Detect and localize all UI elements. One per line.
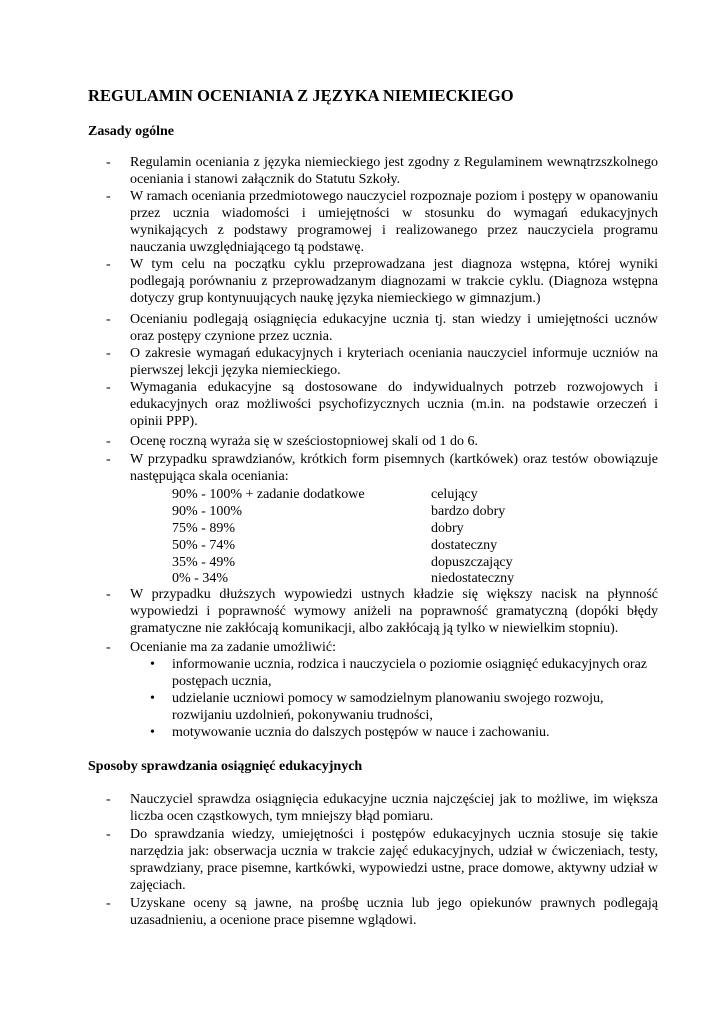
bullet-item-text: motywowanie ucznia do dalszych postępów w nauce i zachowaniu. — [172, 725, 550, 740]
list-item — [88, 154, 658, 188]
bullet-item-text: informowanie ucznia, rodzica i nauczyciela o poziomie osiągnięć edukacyjnych oraz postępach ucznia, — [172, 657, 648, 689]
table-row — [172, 555, 532, 572]
grading-scale-table — [172, 487, 532, 588]
table-row — [172, 487, 532, 504]
dash-marker: - — [106, 896, 111, 911]
list-item — [88, 379, 658, 430]
dash-marker: - — [106, 640, 111, 655]
grade-range: 90% - 100% — [172, 503, 242, 519]
goals-bullet-list — [88, 656, 658, 741]
grade-range: 35% - 49% — [172, 554, 235, 570]
list-item-text: Wymagania edukacyjne są dostosowane do indywidualnych potrzeb rozwojowych i edukacyjnych oraz możliwości psychofizycznych ucznia (m.in. na podstawie orzeczeń i opinii PPP). — [130, 380, 658, 429]
list-item — [88, 895, 658, 929]
list-item — [88, 791, 658, 825]
grade-name: dopuszczający — [431, 554, 513, 570]
dash-marker: - — [106, 257, 111, 272]
list-item — [88, 586, 658, 637]
dash-marker: - — [106, 312, 111, 327]
list-item-text: W przypadku sprawdzianów, krótkich form pisemnych (kartkówek) oraz testów obowiązuje następująca skala oceniania: — [130, 452, 658, 484]
list-item — [88, 345, 658, 379]
list-item-text: Ocenianie ma za zadanie umożliwić: — [130, 640, 337, 655]
dash-marker: - — [106, 827, 111, 842]
list-item-text: W ramach oceniania przedmiotowego nauczyciel rozpoznaje poziom i postępy w opanowaniu przez ucznia wiadomości i umiejętności w stosunku do wymagań edukacyjnych wynikających z podstawy programowej i realizowanego przez nauczyciela programu nauczania uwzględniającego tą podstawę. — [130, 189, 658, 255]
list-item — [88, 188, 658, 256]
bullet-item — [150, 724, 658, 741]
grade-name: celujący — [431, 487, 478, 502]
section-heading-general: Zasady ogólne — [88, 124, 174, 139]
bullet-icon: • — [150, 725, 155, 740]
document-title: REGULAMIN OCENIANIA Z JĘZYKA NIEMIECKIEGO — [88, 86, 514, 105]
bullet-item — [150, 656, 658, 690]
grade-name: dostateczny — [431, 537, 498, 553]
grade-name: niedostateczny — [431, 571, 515, 587]
dash-marker: - — [106, 189, 111, 204]
list-item — [88, 311, 658, 345]
list-item-text: O zakresie wymagań edukacyjnych i kryteriach oceniania nauczyciel informuje uczniów na pierwszej lekcji języka niemieckiego. — [130, 346, 658, 378]
dash-marker: - — [106, 346, 111, 361]
dash-marker: - — [106, 587, 111, 602]
list-item-text: W przypadku dłuższych wypowiedzi ustnych kładzie się większy nacisk na płynność wypowiedzi i poprawność wymowy aniżeli na poprawność gramatyczną (dopóki błędy gramatyczne nie zakłócają komunikacji, albo zakłócają ją tylko w niewielkim stopniu). — [130, 587, 658, 636]
table-row — [172, 521, 532, 538]
grade-range: 50% - 74% — [172, 537, 235, 553]
section-heading-methods: Sposoby sprawdzania osiągnięć edukacyjnych — [88, 759, 363, 774]
list-item-text: Nauczyciel sprawdza osiągnięcia edukacyjne ucznia najczęściej jak to możliwe, im większa liczba ocen cząstkowych, tym mniejszy błąd pomiaru. — [130, 792, 658, 824]
table-row — [172, 504, 532, 521]
list-item-text: W tym celu na początku cyklu przeprowadzana jest diagnoza wstępna, której wyniki podlegają porównaniu z przeprowadzanym diagnozami w trakcie cyklu. (Diagnoza wstępna dotyczy grup kontynuujących naukę języka niemieckiego w gimnazjum.) — [130, 257, 658, 306]
list-item-text: Do sprawdzania wiedzy, umiejętności i postępów edukacyjnych ucznia stosuje się takie narzędzia jak: obserwacja ucznia w trakcie zajęć edukacyjnych, udział w ćwiczeniach, testy, sprawdziany, prace pisemne, kartkówki, wypowiedzi ustne, prace domowe, aktywny udział w zajęciach. — [130, 827, 658, 893]
list-item — [88, 451, 658, 485]
dash-marker: - — [106, 380, 111, 395]
list-item-text: Uzyskane oceny są jawne, na prośbę ucznia lub jego opiekunów prawnych podlegają uzasadnieniu, a ocenione prace pisemne wglądowi. — [130, 896, 658, 928]
list-item-text: Regulamin oceniania z języka niemieckiego jest zgodny z Regulaminem wewnątrzszkolnego oceniania i stanowi załącznik do Statutu Szkoły. — [130, 155, 658, 187]
list-item-text: Ocenianiu podlegają osiągnięcia edukacyjne ucznia tj. stan wiedzy i umiejętności ucznów oraz postępy czynione przez ucznia. — [130, 312, 658, 344]
bullet-icon: • — [150, 657, 155, 672]
grade-name: dobry — [431, 520, 464, 536]
bullet-item-text: udzielanie uczniowi pomocy w samodzielnym planowaniu swojego rozwoju, rozwijaniu uzdolnień, pokonywaniu trudności, — [172, 691, 604, 723]
list-item — [88, 433, 658, 450]
grade-name: bardzo dobry — [431, 503, 506, 519]
dash-marker: - — [106, 452, 111, 467]
list-item — [88, 826, 658, 894]
bullet-icon: • — [150, 691, 155, 706]
list-item — [88, 256, 658, 307]
grade-range: 75% - 89% — [172, 520, 235, 536]
list-item-text: Ocenę roczną wyraża się w sześciostopniowej skali od 1 do 6. — [130, 434, 478, 449]
bullet-item — [150, 690, 658, 724]
dash-marker: - — [106, 155, 111, 170]
grade-range: 90% - 100% + zadanie dodatkowe — [172, 487, 365, 502]
dash-marker: - — [106, 792, 111, 807]
dash-marker: - — [106, 434, 111, 449]
list-item — [88, 639, 658, 656]
table-row — [172, 538, 532, 555]
grade-range: 0% - 34% — [172, 571, 228, 587]
